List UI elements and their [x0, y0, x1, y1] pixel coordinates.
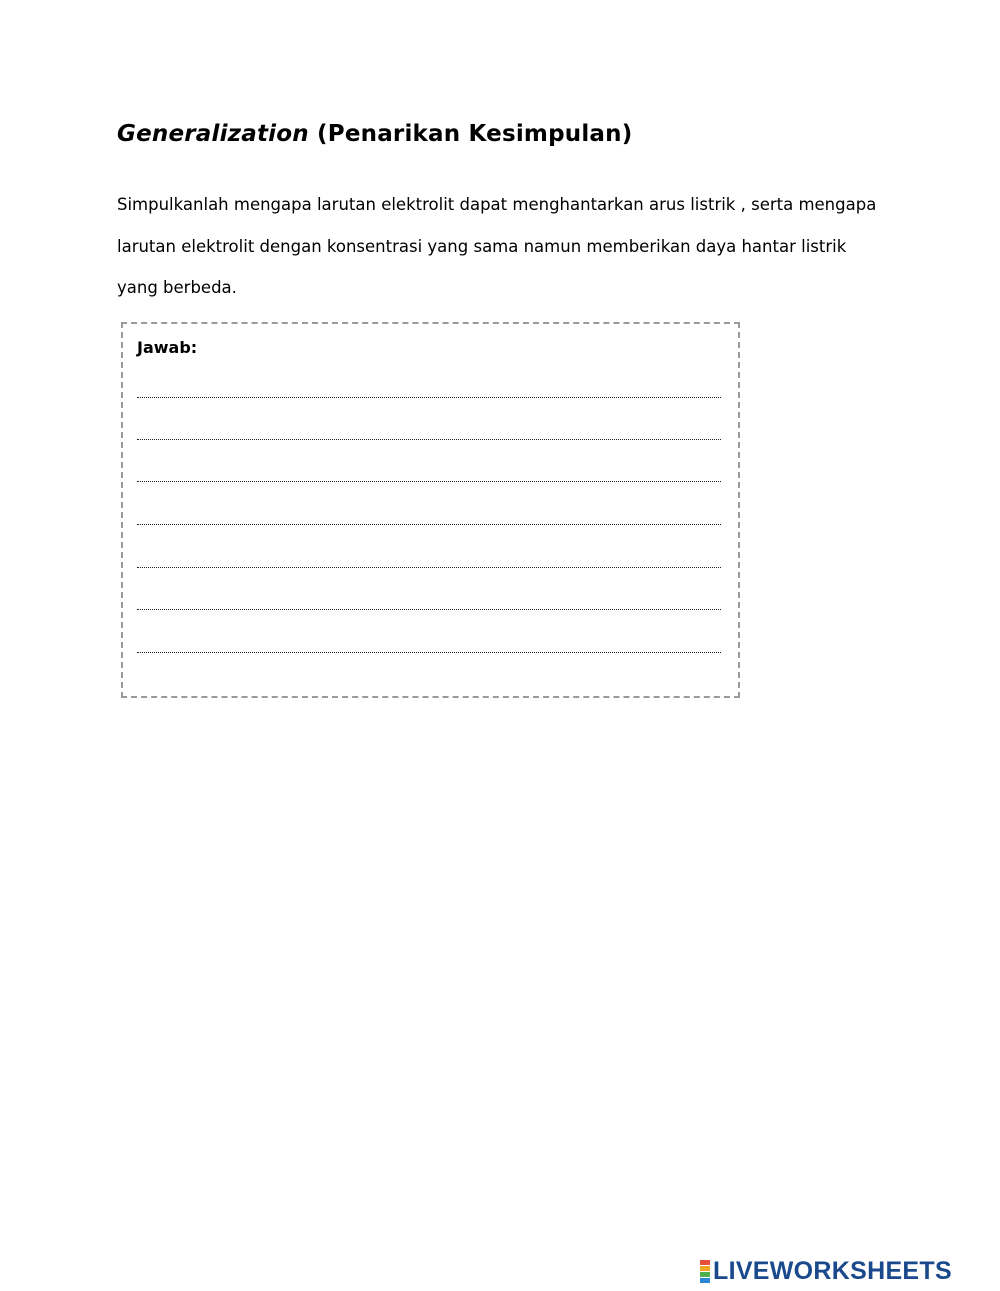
logo-block [700, 1272, 710, 1277]
answer-line[interactable] [137, 439, 721, 440]
liveworksheets-logo [700, 1257, 952, 1286]
liveworksheets-brand-text: LIVEWORKSHEETS [713, 1257, 952, 1285]
answer-line[interactable] [137, 609, 721, 610]
answer-line[interactable] [137, 524, 721, 525]
section-title-english: Generalization [117, 121, 309, 147]
answer-box[interactable] [121, 322, 740, 698]
logo-block [700, 1278, 710, 1283]
section-title [117, 121, 632, 147]
answer-label: Jawab: [137, 338, 198, 357]
answer-line[interactable] [137, 567, 721, 568]
answer-line[interactable] [137, 481, 721, 482]
section-title-translation: (Penarikan Kesimpulan) [308, 121, 633, 147]
question-text: Simpulkanlah mengapa larutan elektrolit dapat menghantarkan arus listrik , serta mengapa larutan elektrolit dengan konsentrasi yang sama namun memberikan daya hantar listrik yang berbeda. [117, 195, 877, 297]
logo-block [700, 1260, 710, 1265]
logo-block [700, 1266, 710, 1271]
liveworksheets-logo-icon [700, 1260, 710, 1284]
answer-line[interactable] [137, 652, 721, 653]
answer-line[interactable] [137, 397, 721, 398]
